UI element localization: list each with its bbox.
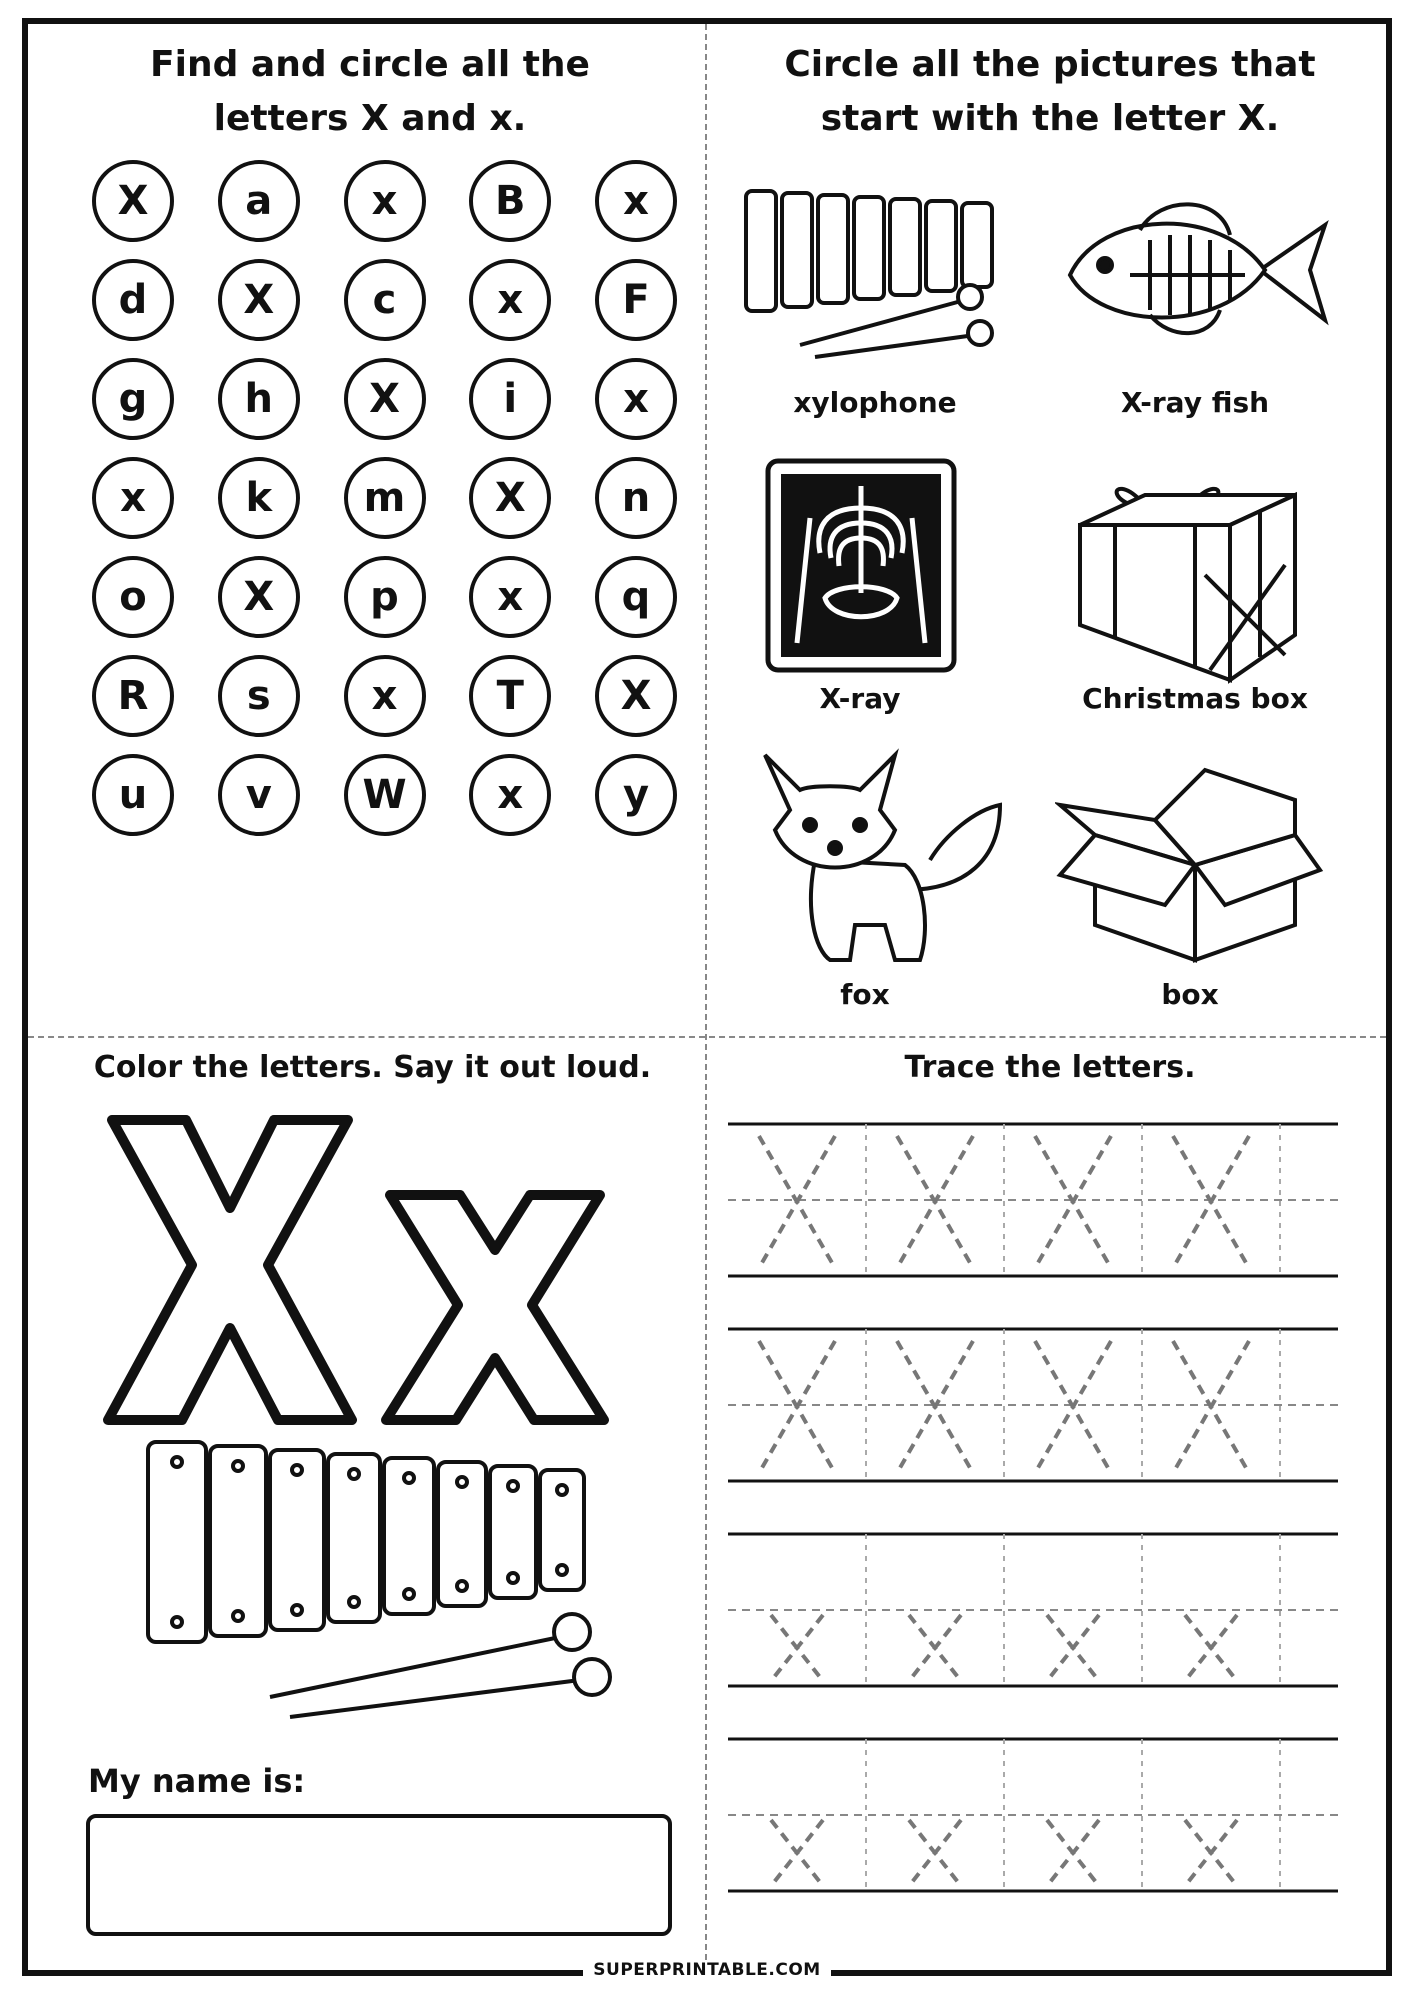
- letter-bubble[interactable]: o: [92, 556, 174, 638]
- letter-bubble[interactable]: x: [595, 358, 677, 440]
- letter-row: [92, 655, 677, 754]
- letter-bubble[interactable]: X: [92, 160, 174, 242]
- letter-bubble[interactable]: m: [344, 457, 426, 539]
- letter-bubble[interactable]: n: [595, 457, 677, 539]
- q1-title-line1: Find and circle all the: [150, 44, 590, 85]
- letter-bubble[interactable]: X: [469, 457, 551, 539]
- letter-bubble[interactable]: B: [469, 160, 551, 242]
- caption-x-ray: X-ray: [819, 682, 901, 715]
- letter-bubble[interactable]: W: [344, 754, 426, 836]
- q1-title: [60, 38, 680, 146]
- open-box-icon[interactable]: [1055, 755, 1325, 965]
- letter-bubble[interactable]: p: [344, 556, 426, 638]
- tracing-lines[interactable]: [728, 1120, 1368, 1940]
- letter-row: [92, 457, 677, 556]
- q4-title: Trace the letters.: [904, 1050, 1196, 1085]
- xylophone-icon[interactable]: [740, 185, 1010, 360]
- letter-row: [92, 358, 677, 457]
- letter-bubble[interactable]: x: [469, 259, 551, 341]
- letter-bubble[interactable]: x: [344, 655, 426, 737]
- fish-icon[interactable]: [1060, 190, 1330, 350]
- letter-bubble[interactable]: x: [469, 754, 551, 836]
- letter-bubble[interactable]: v: [218, 754, 300, 836]
- name-label: My name is:: [88, 1762, 306, 1800]
- letter-bubble[interactable]: F: [595, 259, 677, 341]
- vertical-cut-line: [705, 24, 707, 1970]
- letter-bubble[interactable]: x: [92, 457, 174, 539]
- letter-bubble[interactable]: u: [92, 754, 174, 836]
- letter-row: [92, 160, 677, 259]
- letter-bubble[interactable]: x: [344, 160, 426, 242]
- letter-bubble[interactable]: X: [218, 556, 300, 638]
- letter-row: [92, 754, 677, 853]
- letter-bubble[interactable]: R: [92, 655, 174, 737]
- xylophone-illustration: [140, 1432, 640, 1732]
- letter-bubble[interactable]: g: [92, 358, 174, 440]
- footer-site: [0, 1960, 1414, 1980]
- letter-bubble[interactable]: q: [595, 556, 677, 638]
- letter-grid: [92, 160, 677, 853]
- caption-xylophone: xylophone: [793, 386, 957, 419]
- caption-christmas-box: Christmas box: [1082, 682, 1308, 715]
- letter-bubble[interactable]: h: [218, 358, 300, 440]
- q2-title-line2: start with the letter X.: [820, 98, 1280, 139]
- x-ray-icon[interactable]: [765, 458, 957, 673]
- letter-bubble[interactable]: k: [218, 457, 300, 539]
- caption-fox: fox: [840, 978, 890, 1011]
- letter-bubble[interactable]: X: [595, 655, 677, 737]
- q2-title-line1: Circle all the pictures that: [784, 44, 1316, 85]
- letter-bubble[interactable]: X: [218, 259, 300, 341]
- caption-x-ray-fish: X-ray fish: [1120, 386, 1270, 419]
- q1-title-line2: letters X and x.: [213, 98, 527, 139]
- letter-row: [92, 556, 677, 655]
- letter-row: [92, 259, 677, 358]
- letter-bubble[interactable]: c: [344, 259, 426, 341]
- q3-title: Color the letters. Say it out loud.: [93, 1050, 652, 1085]
- q2-title: [730, 38, 1370, 146]
- gift-box-icon[interactable]: [1070, 455, 1300, 685]
- big-letters-xx[interactable]: [90, 1100, 650, 1440]
- letter-bubble[interactable]: x: [595, 160, 677, 242]
- letter-bubble[interactable]: s: [218, 655, 300, 737]
- letter-bubble[interactable]: y: [595, 754, 677, 836]
- letter-bubble[interactable]: x: [469, 556, 551, 638]
- letter-bubble[interactable]: T: [469, 655, 551, 737]
- footer-text: SUPERPRINTABLE.COM: [583, 1960, 830, 1980]
- fox-icon[interactable]: [755, 740, 1005, 970]
- letter-bubble[interactable]: a: [218, 160, 300, 242]
- letter-bubble[interactable]: X: [344, 358, 426, 440]
- horizontal-cut-line: [28, 1036, 1386, 1038]
- caption-box: box: [1161, 978, 1219, 1011]
- letter-bubble[interactable]: d: [92, 259, 174, 341]
- name-input-box[interactable]: [86, 1814, 672, 1936]
- letter-bubble[interactable]: i: [469, 358, 551, 440]
